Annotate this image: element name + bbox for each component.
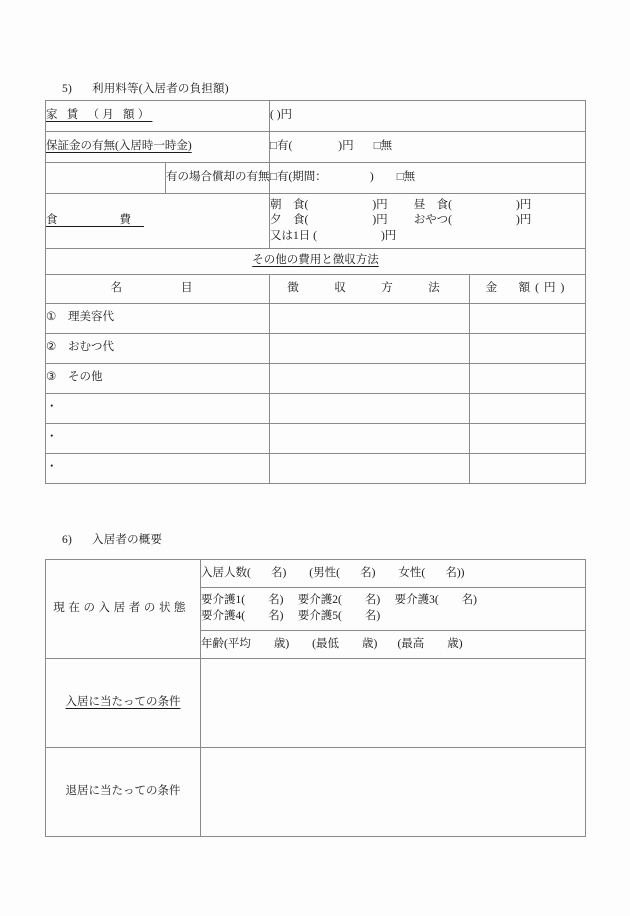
blank-method-cell-2[interactable] xyxy=(270,423,470,453)
table-row xyxy=(46,423,586,453)
section-number-6: 6) xyxy=(62,534,72,546)
entry-conditions-label: 入居に当たっての条件 xyxy=(65,696,181,709)
meal-dinner-unit: )円 xyxy=(372,214,388,227)
section-title-5: 利用料等(入居者の負担額) xyxy=(92,83,229,95)
table-row xyxy=(46,363,586,393)
meal-breakfast-unit: )円 xyxy=(372,198,388,211)
table-row-exit-conditions xyxy=(46,748,586,837)
age-line: 年齢(平均 歳) (最低 歳) (最高 歳) xyxy=(201,637,463,650)
resident-count-cell[interactable] xyxy=(201,560,586,588)
col-header-name: 名 目 xyxy=(46,274,270,303)
meal-daily-label: 又は1日 ( xyxy=(270,229,317,242)
deposit-value: □有( )円 □無 xyxy=(270,140,393,153)
table-row-rent xyxy=(46,101,586,132)
amortization-label: 有の場合償却の有無 xyxy=(166,171,270,184)
meal-line-2 xyxy=(270,213,585,229)
meal-value-cell[interactable] xyxy=(270,194,586,249)
meal-line-3 xyxy=(270,229,585,245)
section-number-5: 5) xyxy=(62,83,72,95)
table-row-deposit xyxy=(46,132,586,163)
care-level-line-2: 要介護4( 名) 要介護5( 名) xyxy=(201,610,381,622)
amortization-spacer-cell xyxy=(46,163,166,194)
deposit-label: 保証金の有無(入居時一時金) xyxy=(46,140,192,153)
deposit-label-cell xyxy=(46,132,270,163)
table-row xyxy=(46,303,586,333)
meal-dinner-label: 夕 食( xyxy=(270,214,309,227)
table-row-item-headers xyxy=(46,274,586,303)
item-amount-cell-3[interactable] xyxy=(470,363,586,393)
current-state-label-cell xyxy=(46,560,201,659)
meal-snack-unit: )円 xyxy=(516,214,532,227)
table-row xyxy=(46,333,586,363)
resident-count-line: 入居人数( 名) (男性( 名) 女性( 名)) xyxy=(201,566,465,579)
rent-label-cell xyxy=(46,101,270,132)
blank-marker-cell-2: ・ xyxy=(46,423,270,453)
entry-conditions-value-cell[interactable] xyxy=(201,659,586,748)
meal-lunch-label: 昼 食( xyxy=(413,198,453,211)
table-row xyxy=(46,393,586,423)
meal-snack-label: おやつ( xyxy=(413,214,453,227)
table-row xyxy=(46,453,586,483)
section-heading-5 xyxy=(62,80,229,96)
rent-value-cell[interactable] xyxy=(270,101,586,132)
item-label-2: おむつ代 xyxy=(68,341,114,354)
item-amount-cell-1[interactable] xyxy=(470,303,586,333)
blank-amount-cell-2[interactable] xyxy=(470,423,586,453)
table-row-amortization xyxy=(46,163,586,194)
blank-amount-cell-3[interactable] xyxy=(470,453,586,483)
item-label-1: 理美容代 xyxy=(68,311,114,324)
blank-amount-cell-1[interactable] xyxy=(470,393,586,423)
other-banner-cell xyxy=(46,249,586,275)
entry-conditions-label-cell xyxy=(46,659,201,748)
blank-marker-cell-3: ・ xyxy=(46,453,270,483)
exit-conditions-label-cell xyxy=(46,748,201,837)
table-row-other-banner xyxy=(46,249,586,275)
rent-value: ( )円 xyxy=(270,109,293,122)
item-amount-cell-2[interactable] xyxy=(470,333,586,363)
item-label-3: その他 xyxy=(68,371,103,384)
meal-lunch-unit: )円 xyxy=(516,198,532,211)
other-banner-text: その他の費用と徴収方法 xyxy=(252,254,379,266)
meal-breakfast-label: 朝 食( xyxy=(270,198,309,211)
blank-marker-cell-1: ・ xyxy=(46,393,270,423)
table-row-entry-conditions xyxy=(46,659,586,748)
exit-conditions-label: 退居に当たっての条件 xyxy=(65,785,181,798)
fees-table xyxy=(45,100,586,484)
care-level-line-1: 要介護1( 名) 要介護2( 名) 要介護3( 名) xyxy=(201,594,477,607)
item-marker-1: ① xyxy=(46,311,57,324)
amortization-value: □有(期間： ) □無 xyxy=(270,171,416,184)
meal-label-cell xyxy=(46,194,270,249)
col-header-amount: 金 額(円) xyxy=(470,274,586,303)
item-method-cell-3[interactable] xyxy=(270,363,470,393)
deposit-value-cell[interactable] xyxy=(270,132,586,163)
age-cell[interactable] xyxy=(201,631,586,659)
blank-method-cell-3[interactable] xyxy=(270,453,470,483)
care-level-cell[interactable] xyxy=(201,588,586,631)
exit-conditions-value-cell[interactable] xyxy=(201,748,586,837)
table-row-meal xyxy=(46,194,586,249)
col-header-method: 徴 収 方 法 xyxy=(270,274,470,303)
table-row-resident-count xyxy=(46,560,586,588)
item-marker-3: ③ xyxy=(46,371,57,384)
item-marker-2: ② xyxy=(46,341,57,354)
other-banner-wrap xyxy=(46,249,585,274)
resident-table xyxy=(45,559,586,837)
section-heading-6 xyxy=(62,531,162,547)
blank-method-cell-1[interactable] xyxy=(270,393,470,423)
meal-daily-unit: )円 xyxy=(380,229,397,242)
meal-line-1 xyxy=(270,198,585,214)
amortization-label-cell xyxy=(166,163,270,194)
meal-label: 食 費 xyxy=(46,214,144,227)
amortization-value-cell[interactable] xyxy=(270,163,586,194)
item-method-cell-2[interactable] xyxy=(270,333,470,363)
section-title-6: 入居者の概要 xyxy=(92,534,163,546)
item-name-cell-2 xyxy=(46,333,270,363)
current-state-label: 現在の入居者の状態 xyxy=(53,602,190,615)
rent-label: 家 賃 （月 額） xyxy=(46,109,153,122)
item-method-cell-1[interactable] xyxy=(270,303,470,333)
item-name-cell-3 xyxy=(46,363,270,393)
item-name-cell-1 xyxy=(46,303,270,333)
